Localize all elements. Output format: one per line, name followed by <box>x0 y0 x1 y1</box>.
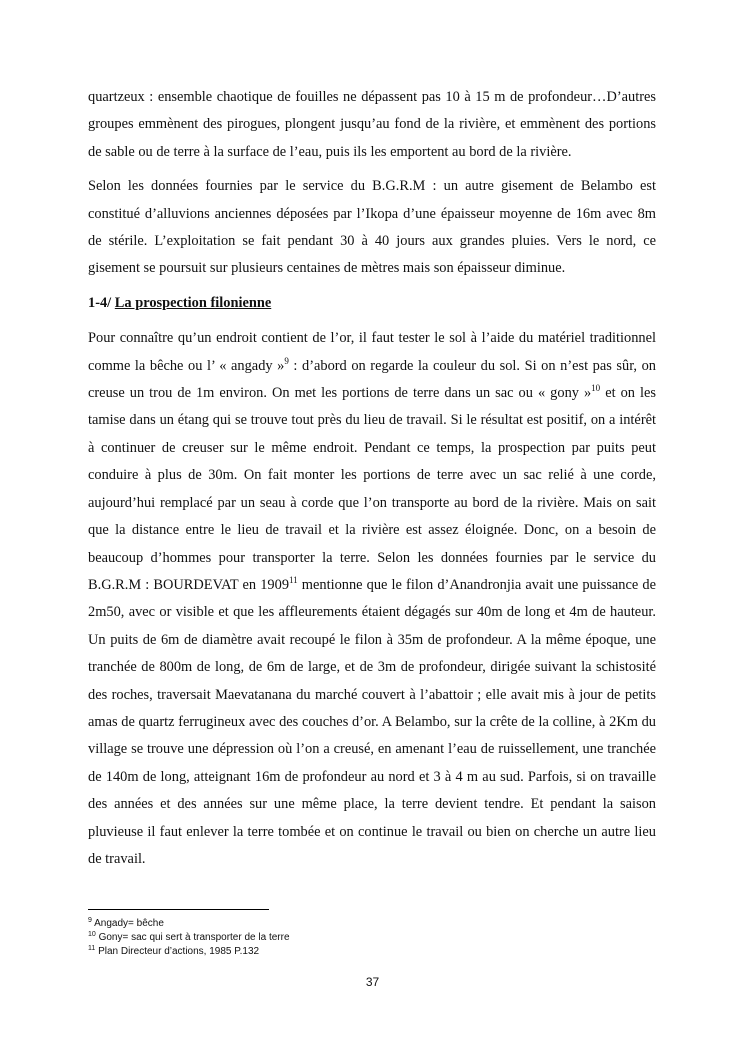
paragraph-3-part-c: et on les tamise dans un étang qui se trouve tout près du lieu de travail. Si le résultat est positif, on a intérêt à continuer de creuser sur le même endroit. Pendant ce temps, la prospection par puits peut conduire à plus de 30m. On fait monter les portions de terre avec un sac relié à une corde, aujourd’hui remplacé par un seau à corde que l’on transporte au bord de la rivière. Mais on sait que la distance entre le lieu de travail et la rivière est assez éloignée. Donc, on a besoin de beaucoup d’hommes pour transporter la terre. Selon les données fournies par le service du B.G.R.M : BOURDEVAT en 1909 <box>88 385 656 593</box>
paragraph-3 <box>88 325 656 873</box>
paragraph-1: quartzeux : ensemble chaotique de fouilles ne dépassent pas 10 à 15 m de profondeur…D’autres groupes emmènent des pirogues, plongent jusqu’au fond de la rivière, et emmènent des portions de sable ou de terre à la surface de l’eau, puis ils les emportent au bord de la rivière. <box>88 89 656 160</box>
footnote-ref-9[interactable]: 9 <box>284 355 289 366</box>
footnote-ref-10[interactable]: 10 <box>591 383 601 394</box>
body-text <box>88 84 656 880</box>
footnote-number: 10 <box>88 931 96 938</box>
footnote-text: Angady= bêche <box>94 918 164 929</box>
footnote-separator <box>88 909 269 910</box>
paragraph-3-part-b: : d’abord on regarde la couleur du sol. Si on n’est pas sûr, on creuse un trou de 1m environ. On met les portions de terre dans un sac ou « gony » <box>88 357 656 402</box>
footnote-11 <box>88 945 656 959</box>
section-heading <box>88 290 656 317</box>
section-title: La prospection filonienne <box>114 294 272 311</box>
paragraph-3-part-a: Pour connaître qu’un endroit contient de l’or, il faut tester le sol à l’aide du matériel traditionnel comme la bêche ou l’ « angady » <box>88 330 656 374</box>
paragraph-3-part-d: mentionne que le filon d’Anandronjia avait une puissance de 2m50, avec or visible et que les affleurements étaient dégagés sur 40m de long et 4m de hauteur. Un puits de 6m de diamètre avait recoupé le filon à 35m de profondeur. A la même époque, une tranchée de 800m de long, de 6m de large, et de 3m de profondeur, dirigée suivant la schistosité des roches, traversait Maevatanana du marché couvert à l’abattoir ; elle avait mis à jour de petits amas de quartz ferrugineux avec des couches d’or. A Belambo, sur la crête de la colline, à 2Km du village se trouve une dépression où l’on a creusé, en amenant l’eau de ruissellement, une tranchée de 140m de long, atteignant 16m de profondeur au nord et 3 à 4 m au sud. Parfois, si on travaille des années et des années sur une même place, la terre devient tendre. Et pendant la saison pluvieuse il faut enlever la terre tombée et on continue le travail ou bien on cherche un autre lieu de travail. <box>88 576 656 867</box>
footnote-10 <box>88 931 656 945</box>
paragraph-2: Selon les données fournies par le service du B.G.R.M : un autre gisement de Belambo est constitué d’alluvions anciennes déposées par l’Ikopa d’une épaisseur moyenne de 16m avec 8m de stérile. L’exploitation se fait pendant 30 à 40 jours aux grandes pluies. Vers le nord, ce gisement se poursuit sur plusieurs centaines de mètres mais son épaisseur diminue. <box>88 178 656 277</box>
page-number: 37 <box>365 975 380 989</box>
section-number: 1-4/ <box>88 294 112 311</box>
footnotes <box>88 917 656 959</box>
footnote-ref-11[interactable]: 11 <box>289 574 298 585</box>
footnote-text: Plan Directeur d’actions, 1985 P.132 <box>98 946 260 957</box>
footnote-9 <box>88 917 656 931</box>
footnote-text: Gony= sac qui sert à transporter de la terre <box>98 932 290 943</box>
footnote-number: 9 <box>88 917 92 924</box>
footnote-number: 11 <box>88 945 96 952</box>
